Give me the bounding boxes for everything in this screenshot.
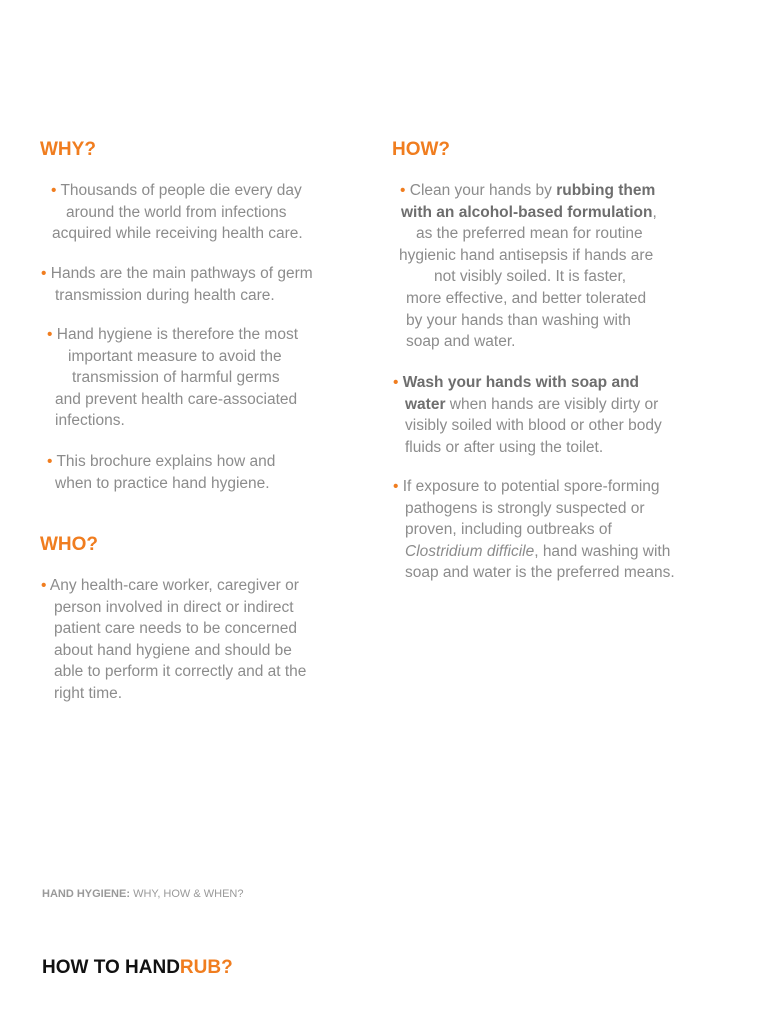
bullet-icon: • xyxy=(393,374,399,391)
how-paragraph-1: • Clean your hands by rubbing them with an alcohol-based formulation, as the preferred mean for routine hygienic hand antisepsis if hands are not visibly soiled. It is faster, more effective, and better tolerated by your hands than washing with soap and water. xyxy=(399,182,657,351)
how-paragraph-2: • Wash your hands with soap and water when hands are visibly dirty or visibly soiled with blood or other body fluids or after using the toilet. xyxy=(393,374,662,456)
bullet-icon: • xyxy=(41,577,47,594)
why-paragraph-3: • Hand hygiene is therefore the most important measure to avoid the transmission of harmful germs and prevent health care-associated infections. xyxy=(47,326,298,430)
why-paragraph-1: • Thousands of people die every day around the world from infections acquired while receiving health care. xyxy=(51,182,303,243)
footer-section-label: HAND HYGIENE: WHY, HOW & WHEN? xyxy=(42,888,244,900)
bullet-icon: • xyxy=(47,326,53,343)
bullet-icon: • xyxy=(400,182,406,199)
how-paragraph-3: • If exposure to potential spore-forming pathogens is strongly suspected or proven, including outbreaks of Clostridium difficile, hand washing with soap and water is the preferred means. xyxy=(393,478,675,582)
why-paragraph-4: • This brochure explains how and when to practice hand hygiene. xyxy=(47,453,276,492)
who-paragraph-1: • Any health-care worker, caregiver or person involved in direct or indirect patient care needs to be concerned about hand hygiene and should be able to perform it correctly and at the right time. xyxy=(41,577,307,702)
bullet-icon: • xyxy=(41,265,47,282)
bullet-icon: • xyxy=(51,182,57,199)
how-heading: HOW? xyxy=(392,139,451,160)
bullet-icon: • xyxy=(393,478,399,495)
page-title: HOW TO HANDRUB? xyxy=(42,957,233,978)
bullet-icon: • xyxy=(47,453,53,470)
why-paragraph-2: • Hands are the main pathways of germ transmission during health care. xyxy=(41,265,313,304)
who-heading: WHO? xyxy=(40,534,99,555)
why-heading: WHY? xyxy=(40,139,96,160)
